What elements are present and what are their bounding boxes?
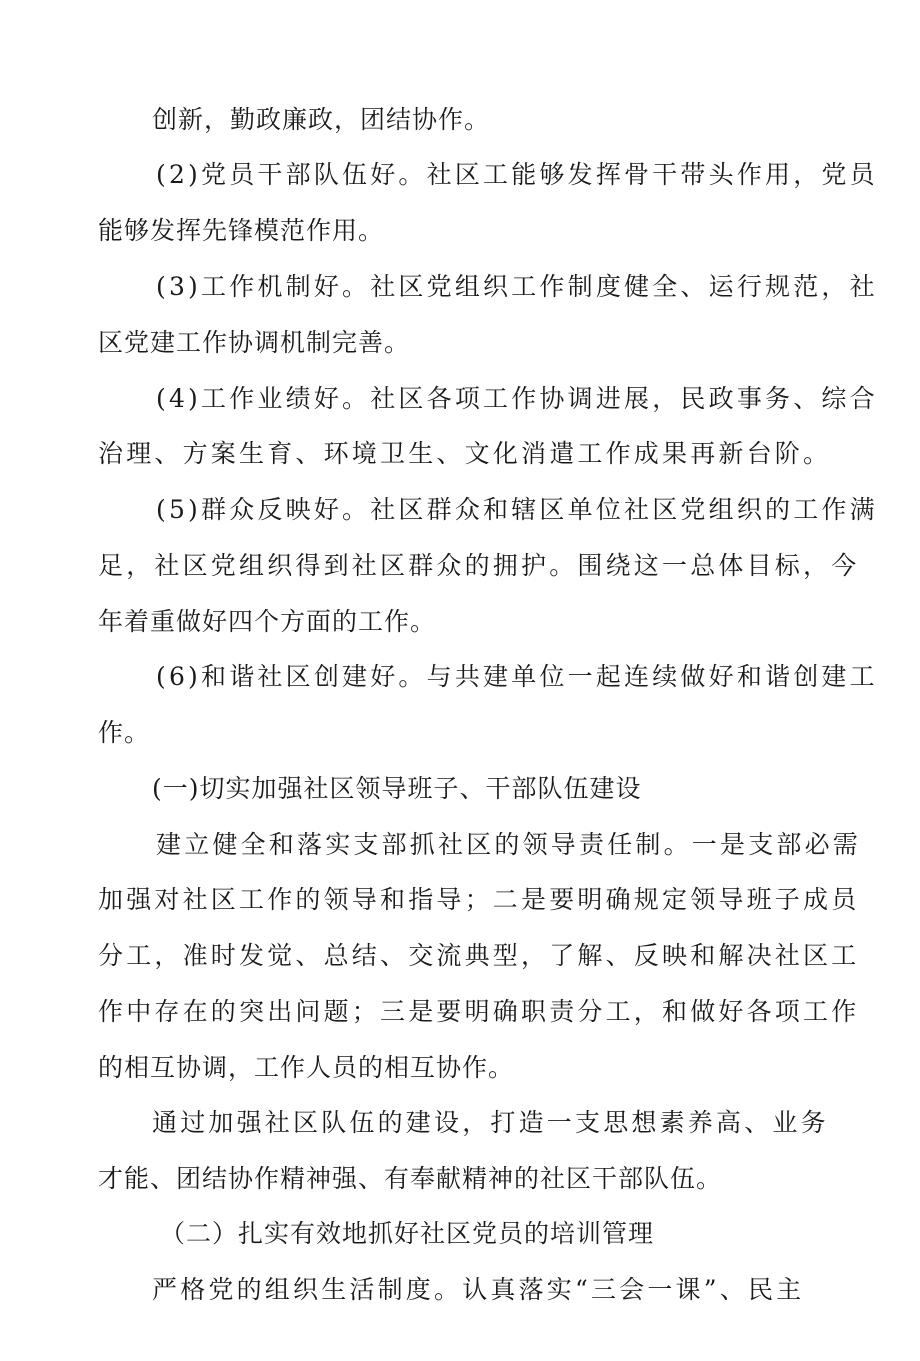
text-line: 创新，勤政廉政，团结协作。 (152, 105, 491, 134)
text-line: (2)党员干部队伍好。社区工能够发挥骨干带头作用，党员 (156, 160, 878, 189)
text-line: 能够发挥先锋模范作用。 (98, 216, 385, 245)
text-line: 足，社区党组织得到社区群众的拥护。围绕这一总体目标，今 (98, 551, 860, 580)
text-line: 的相互协调，工作人员的相互协作。 (98, 1053, 515, 1082)
text-line: 建立健全和落实支部抓社区的领导责任制。一是支部必需 (156, 830, 862, 859)
text-line: 作中存在的突出问题；三是要明确职责分工，和做好各项工作 (98, 997, 860, 1026)
text-line: (6)和谐社区创建好。与共建单位一起连续做好和谐创建工 (156, 662, 878, 691)
section-heading: (一)切实加强社区领导班子、干部队伍建设 (152, 774, 642, 803)
text-line: 作。 (98, 718, 151, 747)
text-line: 才能、团结协作精神强、有奉献精神的社区干部队伍。 (98, 1164, 723, 1193)
text-line: 年着重做好四个方面的工作。 (98, 607, 437, 636)
section-heading: （二）扎实有效地抓好社区党员的培训管理 (160, 1219, 655, 1248)
text-line: 加强对社区工作的领导和指导；二是要明确规定领导班子成员 (98, 885, 860, 914)
text-line: 分工，准时发觉、总结、交流典型，了解、反映和解决社区工 (98, 941, 860, 970)
text-line: 通过加强社区队伍的建设，打造一支思想素养高、业务 (152, 1108, 829, 1137)
text-line: 区党建工作协调机制完善。 (98, 328, 411, 357)
text-line: (5)群众反映好。社区群众和辖区单位社区党组织的工作满 (156, 495, 878, 524)
text-line: 严格党的组织生活制度。认真落实“三会一课”、民主 (152, 1275, 805, 1304)
text-line: (3)工作机制好。社区党组织工作制度健全、运行规范，社 (156, 272, 878, 301)
text-line: (4)工作业绩好。社区各项工作协调进展，民政事务、综合 (156, 384, 878, 413)
text-line: 治理、方案生育、环境卫生、文化消遣工作成果再新台阶。 (98, 439, 832, 468)
